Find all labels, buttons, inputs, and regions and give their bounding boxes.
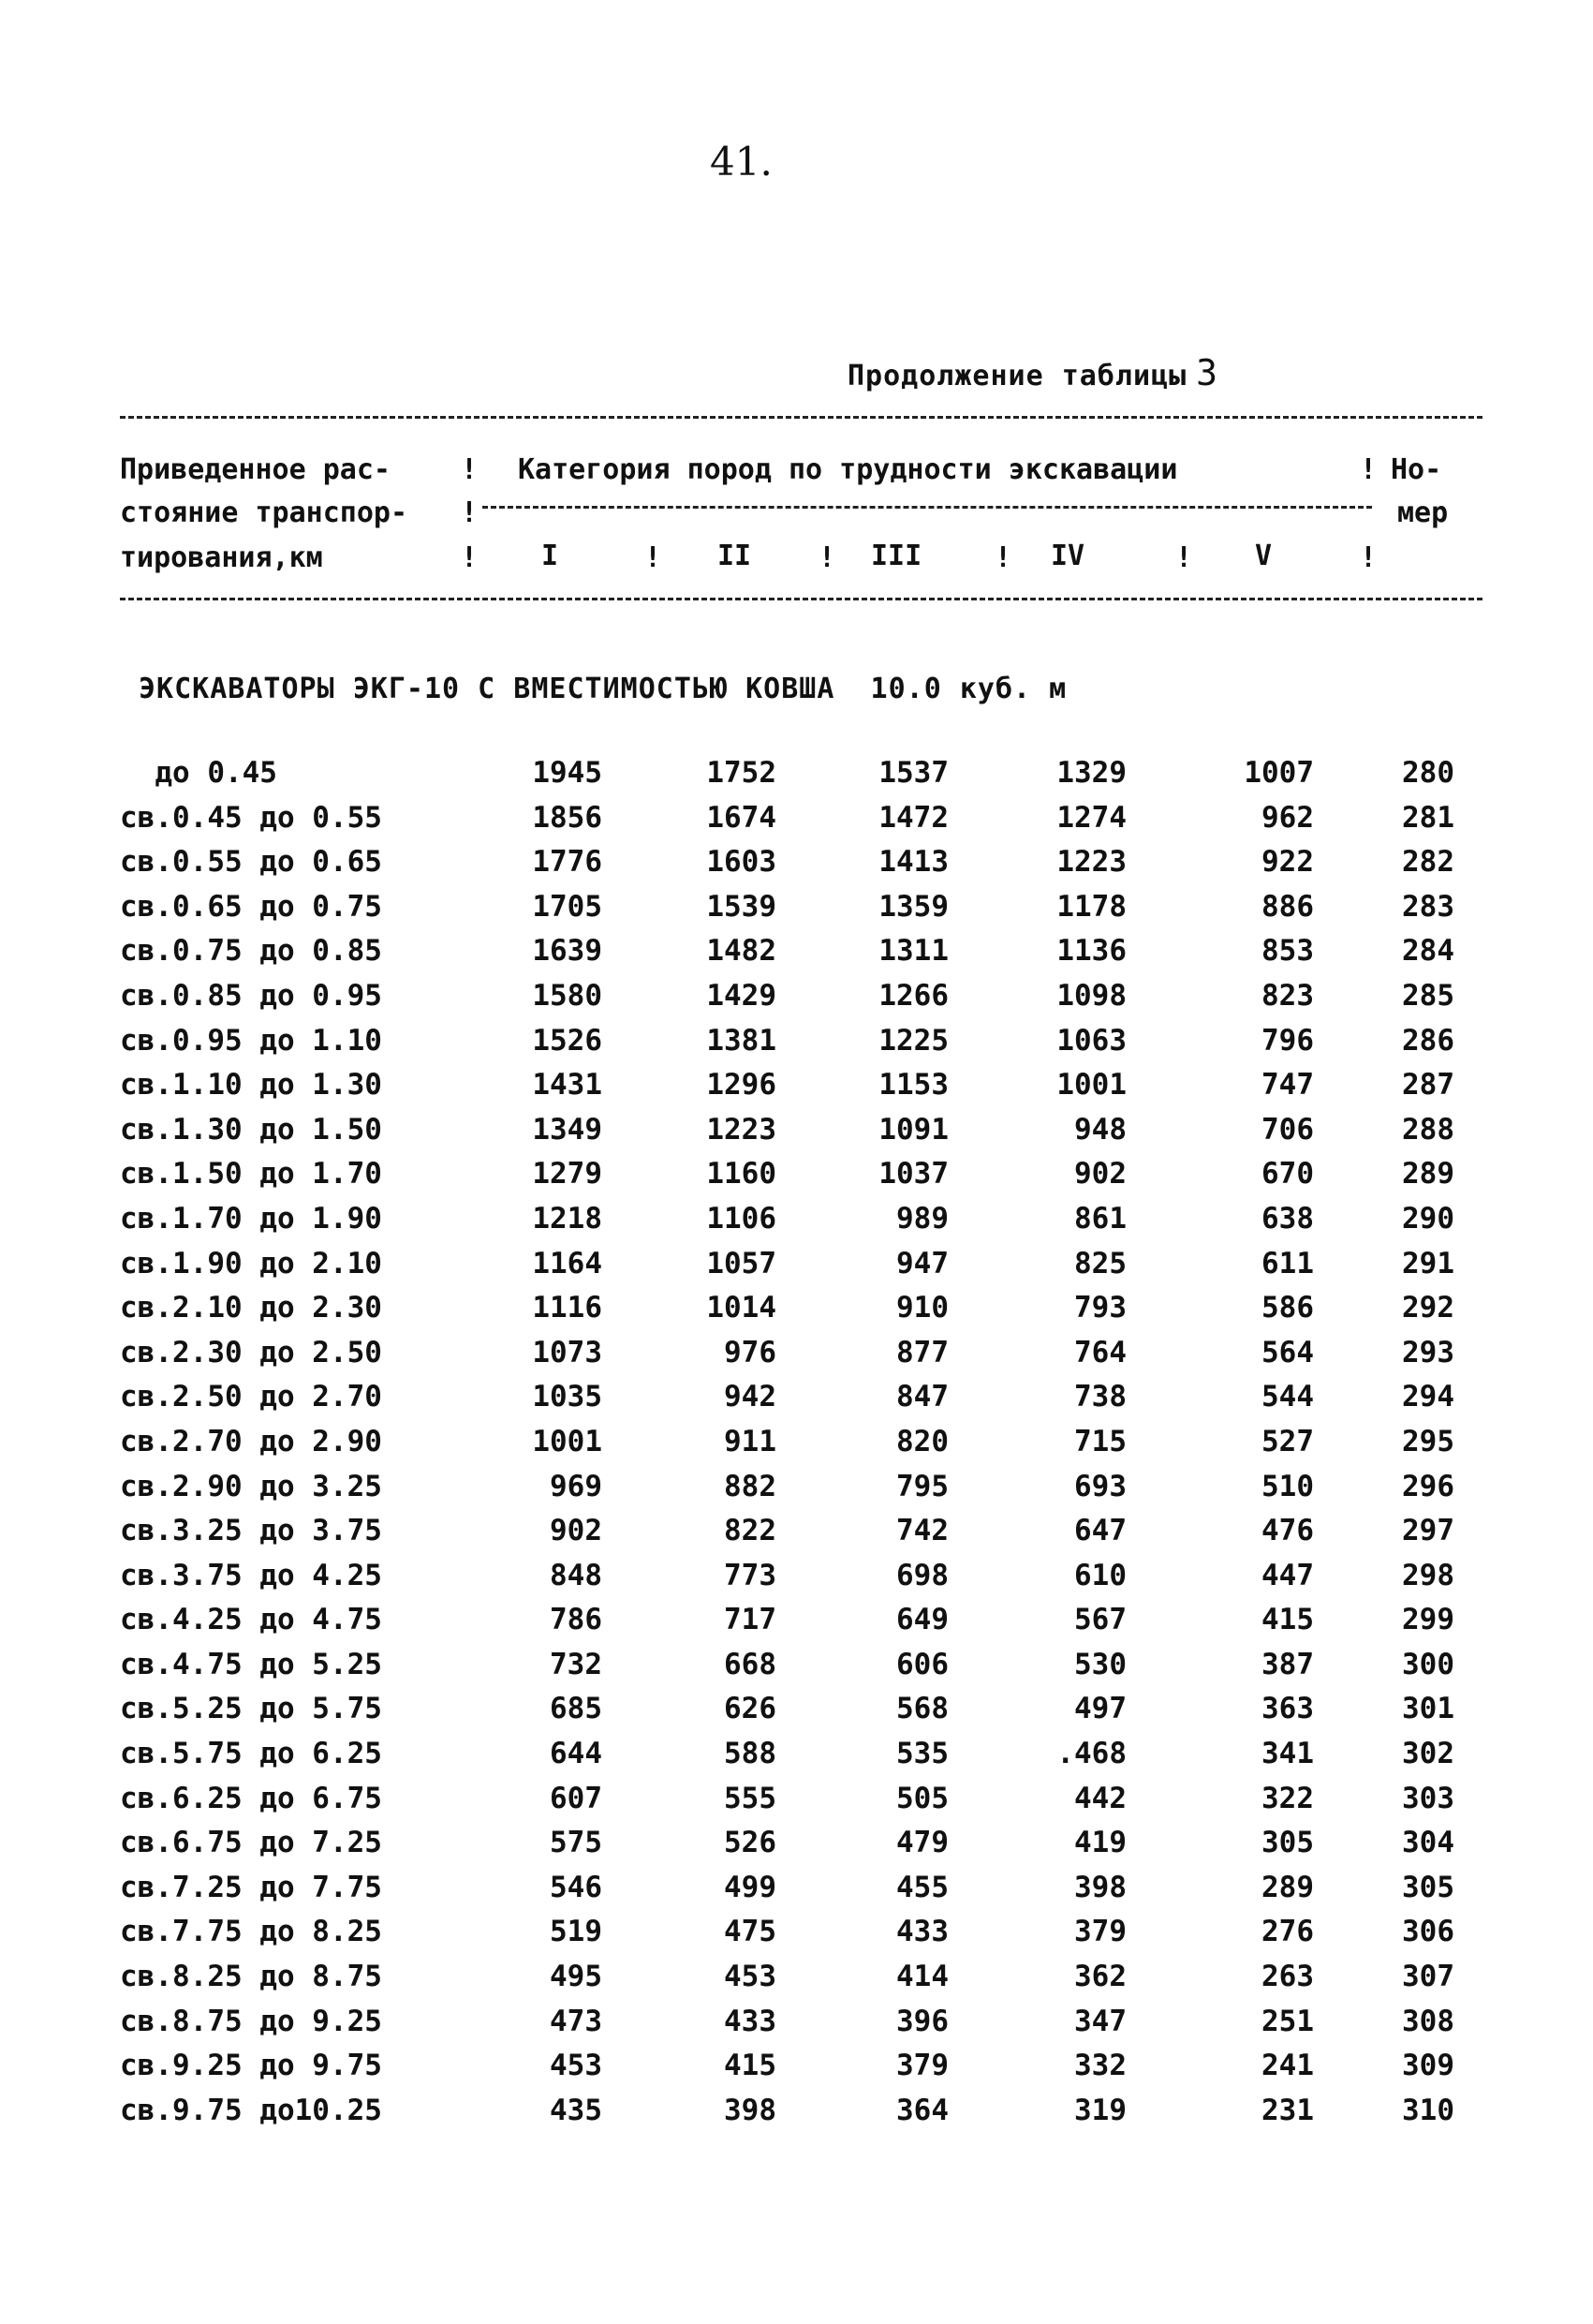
number-cell: 309	[1402, 2049, 1454, 2083]
category-3-cell: 396	[896, 2004, 949, 2038]
category-1-cell: 1116	[532, 1291, 602, 1325]
category-5-cell: 363	[1261, 1692, 1314, 1726]
category-3-cell: 1359	[878, 889, 949, 924]
category-1-cell: 435	[550, 2093, 602, 2127]
category-5-cell: 823	[1261, 978, 1314, 1013]
page-number: 41.	[710, 139, 773, 185]
distance-cell: св.5.75 до 6.25	[120, 1737, 382, 1771]
header-bottom-rule	[120, 598, 1482, 600]
category-3-cell: 379	[896, 2049, 949, 2083]
number-cell: 295	[1402, 1424, 1454, 1458]
table-row	[0, 756, 1593, 801]
header-separator: !	[1360, 453, 1378, 486]
category-1-cell: 1001	[532, 1424, 602, 1458]
category-5-cell: 1007	[1244, 756, 1314, 790]
header-number-line-1: Но-	[1391, 453, 1442, 486]
category-5-cell: 796	[1261, 1023, 1314, 1058]
table-row	[0, 1202, 1593, 1247]
category-2-cell: 717	[724, 1603, 776, 1637]
category-5-cell: 341	[1261, 1737, 1314, 1771]
category-4-cell: 715	[1074, 1424, 1127, 1458]
category-3-cell: 1225	[878, 1023, 949, 1058]
distance-cell: св.8.25 до 8.75	[120, 1960, 382, 1994]
category-5-cell: 706	[1261, 1112, 1314, 1147]
table-row	[0, 1336, 1593, 1381]
category-1-cell: 495	[550, 1960, 602, 1994]
category-3-cell: 877	[896, 1335, 949, 1369]
category-2-cell: 1381	[706, 1023, 776, 1058]
table-row	[0, 1113, 1593, 1158]
category-1-cell: 1776	[532, 845, 602, 880]
category-1-cell: 902	[550, 1514, 602, 1548]
table-row	[0, 1470, 1593, 1515]
category-5-cell: 611	[1261, 1246, 1314, 1280]
table-row	[0, 2049, 1593, 2094]
category-4-cell: 442	[1074, 1781, 1127, 1815]
category-2-cell: 668	[724, 1647, 776, 1681]
category-5-cell: 564	[1261, 1335, 1314, 1369]
category-1-cell: 1856	[532, 800, 602, 835]
number-cell: 305	[1402, 1870, 1454, 1904]
category-3-cell: 479	[896, 1826, 949, 1860]
category-2-cell: 588	[724, 1737, 776, 1771]
table-row	[0, 979, 1593, 1024]
number-cell: 292	[1402, 1291, 1454, 1325]
table-row	[0, 1291, 1593, 1336]
table-row	[0, 1559, 1593, 1604]
table-row	[0, 2094, 1593, 2139]
category-5-cell: 231	[1261, 2093, 1314, 2127]
category-5-cell: 527	[1261, 1424, 1314, 1458]
header-separator: !	[995, 541, 1012, 574]
category-4-cell: 332	[1074, 2049, 1127, 2083]
distance-cell: св.1.50 до 1.70	[120, 1157, 382, 1192]
number-cell: 310	[1402, 2093, 1454, 2127]
header-separator: !	[819, 541, 836, 574]
distance-cell: св.6.75 до 7.25	[120, 1826, 382, 1860]
number-cell: 308	[1402, 2004, 1454, 2038]
category-1-cell: 453	[550, 2049, 602, 2083]
category-4-cell: 1329	[1056, 756, 1127, 790]
number-cell: 283	[1402, 889, 1454, 924]
category-1-cell: 1580	[532, 978, 602, 1013]
header-category-4: IV	[1051, 540, 1085, 572]
category-1-cell: 644	[550, 1737, 602, 1771]
header-category-3: III	[871, 540, 922, 572]
number-cell: 302	[1402, 1737, 1454, 1771]
category-4-cell: 398	[1074, 1870, 1127, 1904]
table-row	[0, 1380, 1593, 1425]
category-3-cell: 1091	[878, 1112, 949, 1147]
category-3-cell: 535	[896, 1737, 949, 1771]
header-number-line-2: мер	[1397, 496, 1449, 529]
category-2-cell: 433	[724, 2004, 776, 2038]
category-1-cell: 685	[550, 1692, 602, 1726]
number-cell: 301	[1402, 1692, 1454, 1726]
header-separator: !	[461, 541, 479, 574]
table-row	[0, 1648, 1593, 1693]
category-4-cell: 693	[1074, 1469, 1127, 1503]
category-2-cell: 1674	[706, 800, 776, 835]
category-5-cell: 886	[1261, 889, 1314, 924]
category-5-cell: 322	[1261, 1781, 1314, 1815]
category-2-cell: 398	[724, 2093, 776, 2127]
category-2-cell: 555	[724, 1781, 776, 1815]
distance-cell: св.3.75 до 4.25	[120, 1558, 382, 1592]
distance-cell: св.9.75 до10.25	[120, 2093, 382, 2127]
category-2-cell: 911	[724, 1424, 776, 1458]
category-3-cell: 698	[896, 1558, 949, 1592]
distance-cell: св.1.70 до 1.90	[120, 1201, 382, 1236]
category-4-cell: 567	[1074, 1603, 1127, 1637]
number-cell: 285	[1402, 978, 1454, 1013]
category-5-cell: 251	[1261, 2004, 1314, 2038]
header-separator: !	[1360, 541, 1378, 574]
category-1-cell: 1035	[532, 1380, 602, 1414]
header-category-1: I	[541, 540, 559, 572]
distance-cell: св.1.10 до 1.30	[120, 1068, 382, 1103]
category-1-cell: 1073	[532, 1335, 602, 1369]
number-cell: 297	[1402, 1514, 1454, 1548]
category-1-cell: 1639	[532, 934, 602, 969]
table-row	[0, 1871, 1593, 1916]
category-5-cell: 922	[1261, 845, 1314, 880]
distance-cell: св.0.55 до 0.65	[120, 845, 382, 880]
distance-cell: св.2.90 до 3.25	[120, 1469, 382, 1503]
table-row	[0, 2005, 1593, 2050]
number-cell: 304	[1402, 1826, 1454, 1860]
number-cell: 288	[1402, 1112, 1454, 1147]
category-1-cell: 969	[550, 1469, 602, 1503]
category-3-cell: 455	[896, 1870, 949, 1904]
category-3-cell: 414	[896, 1960, 949, 1994]
category-2-cell: 1603	[706, 845, 776, 880]
table-row	[0, 1024, 1593, 1069]
header-separator: !	[461, 496, 479, 529]
category-4-cell: 610	[1074, 1558, 1127, 1592]
distance-cell: св.0.65 до 0.75	[120, 889, 382, 924]
distance-cell: св.3.25 до 3.75	[120, 1514, 382, 1548]
category-1-cell: 786	[550, 1603, 602, 1637]
header-category-2: II	[717, 540, 752, 572]
category-1-cell: 1218	[532, 1201, 602, 1236]
number-cell: 290	[1402, 1201, 1454, 1236]
category-1-cell: 1945	[532, 756, 602, 790]
table-title	[848, 352, 1218, 393]
category-5-cell: 241	[1261, 2049, 1314, 2083]
table-row	[0, 1603, 1593, 1648]
category-3-cell: 649	[896, 1603, 949, 1637]
header-categories-label: Категория пород по трудности экскавации	[518, 453, 1178, 486]
category-1-cell: 473	[550, 2004, 602, 2038]
category-2-cell: 499	[724, 1870, 776, 1904]
category-2-cell: 773	[724, 1558, 776, 1592]
table-row	[0, 1960, 1593, 2005]
category-1-cell: 732	[550, 1647, 602, 1681]
header-distance-line-1: Приведенное рас-	[120, 453, 391, 486]
category-4-cell: 419	[1074, 1826, 1127, 1860]
distance-cell: св.7.25 до 7.75	[120, 1870, 382, 1904]
category-3-cell: 1537	[878, 756, 949, 790]
category-5-cell: 544	[1261, 1380, 1314, 1414]
category-3-cell: 795	[896, 1469, 949, 1503]
number-cell: 287	[1402, 1068, 1454, 1103]
header-top-rule	[120, 416, 1482, 419]
category-4-cell: 497	[1074, 1692, 1127, 1726]
number-cell: 299	[1402, 1603, 1454, 1637]
table-row	[0, 1915, 1593, 1960]
category-3-cell: 568	[896, 1692, 949, 1726]
header-distance-line-2: стояние транспор-	[120, 496, 408, 529]
category-3-cell: 1472	[878, 800, 949, 835]
category-2-cell: 453	[724, 1960, 776, 1994]
category-2-cell: 1482	[706, 934, 776, 969]
category-2-cell: 1429	[706, 978, 776, 1013]
number-cell: 306	[1402, 1915, 1454, 1949]
section-title: ЭКСКАВАТОРЫ ЭКГ-10 С ВМЕСТИМОСТЬЮ КОВША 10.0 куб. м	[139, 673, 1068, 705]
category-2-cell: 475	[724, 1915, 776, 1949]
category-2-cell: 1752	[706, 756, 776, 790]
category-3-cell: 1153	[878, 1068, 949, 1103]
number-cell: 296	[1402, 1469, 1454, 1503]
distance-cell: св.4.25 до 4.75	[120, 1603, 382, 1637]
category-5-cell: 510	[1261, 1469, 1314, 1503]
category-4-cell: 647	[1074, 1514, 1127, 1548]
category-1-cell: 1431	[532, 1068, 602, 1103]
table-row	[0, 1247, 1593, 1292]
category-5-cell: 305	[1261, 1826, 1314, 1860]
table-number: 3	[1196, 352, 1219, 393]
category-5-cell: 415	[1261, 1603, 1314, 1637]
distance-cell: св.2.30 до 2.50	[120, 1335, 382, 1369]
category-4-cell: 948	[1074, 1112, 1127, 1147]
distance-cell: св.0.85 до 0.95	[120, 978, 382, 1013]
category-2-cell: 1106	[706, 1201, 776, 1236]
distance-cell: св.2.10 до 2.30	[120, 1291, 382, 1325]
category-2-cell: 1223	[706, 1112, 776, 1147]
category-4-cell: 825	[1074, 1246, 1127, 1280]
number-cell: 303	[1402, 1781, 1454, 1815]
category-5-cell: 447	[1261, 1558, 1314, 1592]
category-1-cell: 1526	[532, 1023, 602, 1058]
category-3-cell: 820	[896, 1424, 949, 1458]
category-4-cell: 764	[1074, 1335, 1127, 1369]
distance-cell: св.5.25 до 5.75	[120, 1692, 382, 1726]
category-4-cell: 1178	[1056, 889, 1127, 924]
category-3-cell: 433	[896, 1915, 949, 1949]
distance-cell: св.0.45 до 0.55	[120, 800, 382, 835]
distance-cell: до 0.45	[120, 756, 277, 790]
category-5-cell: 276	[1261, 1915, 1314, 1949]
category-4-cell: 319	[1074, 2093, 1127, 2127]
table-row	[0, 934, 1593, 979]
header-separator: !	[461, 453, 479, 486]
category-4-cell: 1274	[1056, 800, 1127, 835]
category-2-cell: 1057	[706, 1246, 776, 1280]
category-5-cell: 962	[1261, 800, 1314, 835]
category-5-cell: 853	[1261, 934, 1314, 969]
table-row	[0, 845, 1593, 890]
category-4-cell: 861	[1074, 1201, 1127, 1236]
category-2-cell: 822	[724, 1514, 776, 1548]
table-row	[0, 1425, 1593, 1470]
category-3-cell: 505	[896, 1781, 949, 1815]
header-distance-line-3: тирования,км	[120, 541, 323, 574]
category-4-cell: 1136	[1056, 934, 1127, 969]
number-cell: 284	[1402, 934, 1454, 969]
distance-cell: св.6.25 до 6.75	[120, 1781, 382, 1815]
category-3-cell: 1311	[878, 934, 949, 969]
distance-cell: св.2.70 до 2.90	[120, 1424, 382, 1458]
category-3-cell: 989	[896, 1201, 949, 1236]
table-row	[0, 1692, 1593, 1737]
distance-cell: св.9.25 до 9.75	[120, 2049, 382, 2083]
category-3-cell: 1037	[878, 1157, 949, 1192]
category-4-cell: 1223	[1056, 845, 1127, 880]
distance-cell: св.0.95 до 1.10	[120, 1023, 382, 1058]
number-cell: 280	[1402, 756, 1454, 790]
category-5-cell: 747	[1261, 1068, 1314, 1103]
number-cell: 281	[1402, 800, 1454, 835]
table-row	[0, 1737, 1593, 1782]
category-5-cell: 586	[1261, 1291, 1314, 1325]
category-4-cell: 1001	[1056, 1068, 1127, 1103]
category-1-cell: 1279	[532, 1157, 602, 1192]
distance-cell: св.0.75 до 0.85	[120, 934, 382, 969]
category-3-cell: 910	[896, 1291, 949, 1325]
category-2-cell: 942	[724, 1380, 776, 1414]
number-cell: 286	[1402, 1023, 1454, 1058]
category-1-cell: 1164	[532, 1246, 602, 1280]
distance-cell: св.8.75 до 9.25	[120, 2004, 382, 2038]
category-2-cell: 882	[724, 1469, 776, 1503]
category-2-cell: 1296	[706, 1068, 776, 1103]
number-cell: 307	[1402, 1960, 1454, 1994]
category-5-cell: 263	[1261, 1960, 1314, 1994]
category-4-cell: .468	[1056, 1737, 1127, 1771]
category-4-cell: 530	[1074, 1647, 1127, 1681]
table-row	[0, 1068, 1593, 1113]
category-3-cell: 1413	[878, 845, 949, 880]
category-5-cell: 670	[1261, 1157, 1314, 1192]
category-4-cell: 362	[1074, 1960, 1127, 1994]
category-2-cell: 1160	[706, 1157, 776, 1192]
category-5-cell: 638	[1261, 1201, 1314, 1236]
category-4-cell: 379	[1074, 1915, 1127, 1949]
category-2-cell: 1539	[706, 889, 776, 924]
category-3-cell: 364	[896, 2093, 949, 2127]
category-4-cell: 793	[1074, 1291, 1127, 1325]
number-cell: 298	[1402, 1558, 1454, 1592]
category-4-cell: 738	[1074, 1380, 1127, 1414]
category-3-cell: 606	[896, 1647, 949, 1681]
category-1-cell: 848	[550, 1558, 602, 1592]
number-cell: 291	[1402, 1246, 1454, 1280]
category-5-cell: 387	[1261, 1647, 1314, 1681]
category-1-cell: 1705	[532, 889, 602, 924]
category-1-cell: 607	[550, 1781, 602, 1815]
number-cell: 300	[1402, 1647, 1454, 1681]
header-category-5: V	[1255, 540, 1273, 572]
category-3-cell: 947	[896, 1246, 949, 1280]
data-table-body	[0, 756, 1593, 2138]
category-2-cell: 626	[724, 1692, 776, 1726]
distance-cell: св.4.75 до 5.25	[120, 1647, 382, 1681]
category-3-cell: 847	[896, 1380, 949, 1414]
header-separator: !	[1175, 541, 1193, 574]
category-2-cell: 526	[724, 1826, 776, 1860]
category-4-cell: 1063	[1056, 1023, 1127, 1058]
category-1-cell: 575	[550, 1826, 602, 1860]
number-cell: 282	[1402, 845, 1454, 880]
distance-cell: св.1.90 до 2.10	[120, 1246, 382, 1280]
table-row	[0, 1826, 1593, 1871]
category-1-cell: 1349	[532, 1112, 602, 1147]
distance-cell: св.2.50 до 2.70	[120, 1380, 382, 1414]
category-2-cell: 1014	[706, 1291, 776, 1325]
distance-cell: св.7.75 до 8.25	[120, 1915, 382, 1949]
category-1-cell: 546	[550, 1870, 602, 1904]
number-cell: 289	[1402, 1157, 1454, 1192]
number-cell: 293	[1402, 1335, 1454, 1369]
table-row	[0, 1782, 1593, 1827]
category-1-cell: 519	[550, 1915, 602, 1949]
category-4-cell: 902	[1074, 1157, 1127, 1192]
distance-cell: св.1.30 до 1.50	[120, 1112, 382, 1147]
number-cell: 294	[1402, 1380, 1454, 1414]
header-separator: !	[644, 541, 662, 574]
table-row	[0, 1514, 1593, 1559]
category-2-cell: 415	[724, 2049, 776, 2083]
category-5-cell: 289	[1261, 1870, 1314, 1904]
table-title-text: Продолжение таблицы	[848, 360, 1187, 392]
header-categories-rule	[482, 506, 1372, 509]
category-5-cell: 476	[1261, 1514, 1314, 1548]
category-3-cell: 742	[896, 1514, 949, 1548]
category-3-cell: 1266	[878, 978, 949, 1013]
table-row	[0, 1157, 1593, 1202]
category-4-cell: 347	[1074, 2004, 1127, 2038]
table-row	[0, 801, 1593, 846]
category-2-cell: 976	[724, 1335, 776, 1369]
table-row	[0, 890, 1593, 935]
category-4-cell: 1098	[1056, 978, 1127, 1013]
